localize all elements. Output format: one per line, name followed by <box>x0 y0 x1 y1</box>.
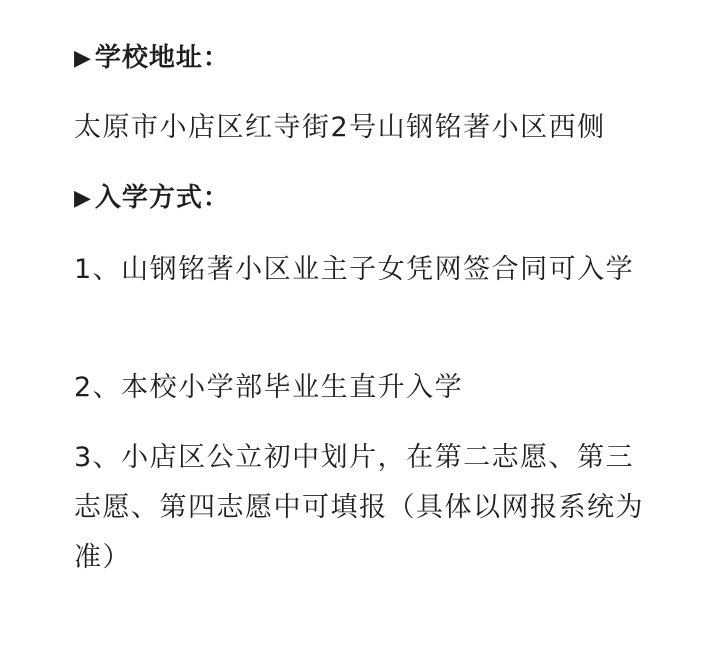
address-text: 太原市小店区红寺街2号山钢铭著小区西侧 <box>74 112 606 143</box>
address-heading <box>74 40 230 77</box>
address-heading-text: 学校地址： <box>94 43 230 73</box>
method-item-1: 1、山钢铭著小区业主子女凭网签合同可入学 <box>74 254 635 285</box>
method-item-2: 2、本校小学部毕业生直升入学 <box>74 372 464 403</box>
method-heading <box>74 180 230 217</box>
triangle-right-icon: ▶ <box>74 186 92 211</box>
triangle-right-icon: ▶ <box>74 46 92 71</box>
method-heading-text: 入学方式： <box>94 183 230 213</box>
method-item-3: 3、小店区公立初中划片，在第二志愿、第三志愿、第四志愿中可填报（具体以网报系统为准） <box>74 442 644 573</box>
